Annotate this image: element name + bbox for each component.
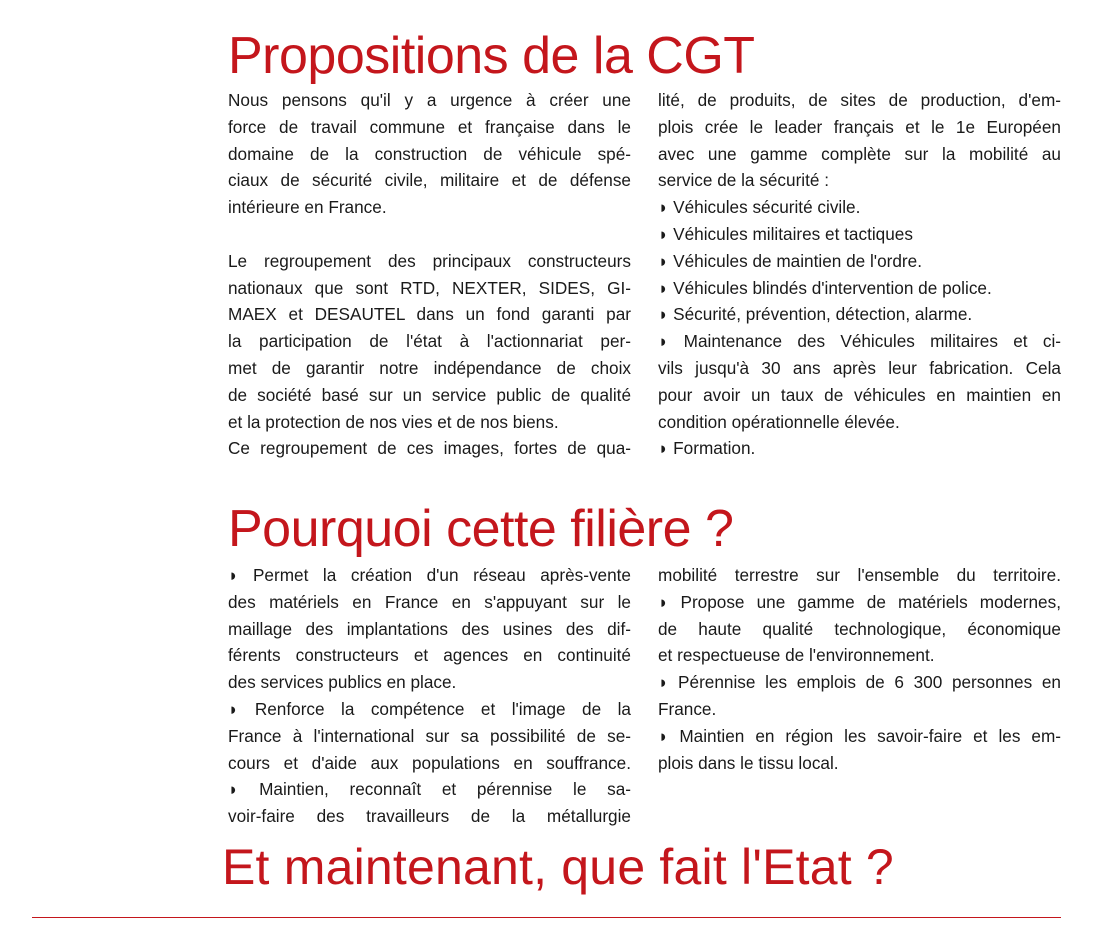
text-line: des matériels en France en s'appuyant sur le — [228, 591, 631, 612]
bullet-item: ◗ Maintien en région les savoir-faire et les em- — [658, 725, 1061, 746]
section-title-propositions: Propositions de la CGT — [228, 27, 755, 85]
text-line: force de travail commune et française dans le — [228, 116, 631, 137]
text-line: nationaux que sont RTD, NEXTER, SIDES, GI- — [228, 277, 631, 298]
text-line: pour avoir un taux de véhicules en maintien en — [658, 384, 1061, 405]
text-line: Ce regroupement de ces images, fortes de qua- — [228, 438, 631, 459]
text-line: maillage des implantations des usines des dif- — [228, 618, 631, 639]
text-line: de société basé sur un service public de qualité — [228, 384, 631, 405]
text-line: et la protection de nos vies et de nos biens. — [228, 411, 559, 432]
bullet-item: ◗ Formation. — [658, 438, 756, 459]
text-line: ciaux de sécurité civile, militaire et de défense — [228, 170, 631, 191]
bullet-item: ◗ Maintenance des Véhicules militaires et ci- — [658, 331, 1061, 352]
text-line: des services publics en place. — [228, 672, 457, 693]
text-line: met de garantir notre indépendance de choix — [228, 357, 631, 378]
text-line: condition opérationnelle élevée. — [658, 411, 900, 432]
propositions-column-right — [658, 87, 1061, 462]
propositions-column-left — [228, 87, 631, 462]
text-line: et respectueuse de l'environnement. — [658, 645, 935, 666]
pourquoi-column-right — [658, 562, 1061, 776]
bullet-item: ◗ Sécurité, prévention, détection, alarme. — [658, 304, 973, 325]
pourquoi-column-left — [228, 562, 631, 830]
text-line: service de la sécurité : — [658, 170, 829, 191]
text-line: mobilité terrestre sur l'ensemble du territoire. — [658, 565, 1061, 585]
text-line: cours et d'aide aux populations en souffrance. — [228, 752, 631, 773]
text-line: MAEX et DESAUTEL dans un fond garanti par — [228, 304, 631, 325]
text-line: férents constructeurs et agences en continuité — [228, 645, 631, 666]
text-line: France à l'international sur sa possibilité de se- — [228, 725, 631, 746]
bullet-item: ◗ Véhicules sécurité civile. — [658, 197, 861, 218]
bullet-item: ◗ Pérennise les emplois de 6 300 personnes en — [658, 672, 1061, 693]
text-line: avec une gamme complète sur la mobilité au — [658, 143, 1061, 164]
section-title-pourquoi: Pourquoi cette filière ? — [228, 500, 734, 558]
paragraph-gap — [228, 221, 631, 248]
bullet-item: ◗ Véhicules blindés d'intervention de police. — [658, 277, 992, 298]
text-line: domaine de la construction de véhicule spé- — [228, 143, 631, 164]
text-line: plois crée le leader français et le 1e Européen — [658, 116, 1061, 137]
text-line: plois dans le tissu local. — [658, 752, 839, 773]
bullet-item: ◗ Permet la création d'un réseau après-vente — [228, 565, 631, 585]
section-title-etat: Et maintenant, que fait l'Etat ? — [222, 839, 894, 895]
bullet-item: ◗ Véhicules militaires et tactiques — [658, 223, 913, 244]
text-line: lité, de produits, de sites de production, d'em- — [658, 90, 1061, 110]
bullet-item: ◗ Véhicules de maintien de l'ordre. — [658, 250, 922, 271]
bullet-item: ◗ Maintien, reconnaît et pérennise le sa- — [228, 779, 631, 800]
text-line: la participation de l'état à l'actionnariat per- — [228, 331, 631, 352]
text-line: voir-faire des travailleurs de la métallurgie — [228, 806, 631, 827]
text-line: France. — [658, 698, 717, 719]
bottom-divider — [32, 917, 1061, 918]
bullet-item: ◗ Renforce la compétence et l'image de la — [228, 698, 631, 719]
bullet-item: ◗ Propose une gamme de matériels modernes, — [658, 591, 1061, 612]
text-line: vils jusqu'à 30 ans après leur fabrication. Cela — [658, 357, 1061, 378]
text-line: Nous pensons qu'il y a urgence à créer une — [228, 90, 631, 110]
text-line: Le regroupement des principaux constructeurs — [228, 250, 631, 271]
text-line: de haute qualité technologique, économique — [658, 618, 1061, 639]
text-line: intérieure en France. — [228, 197, 387, 218]
